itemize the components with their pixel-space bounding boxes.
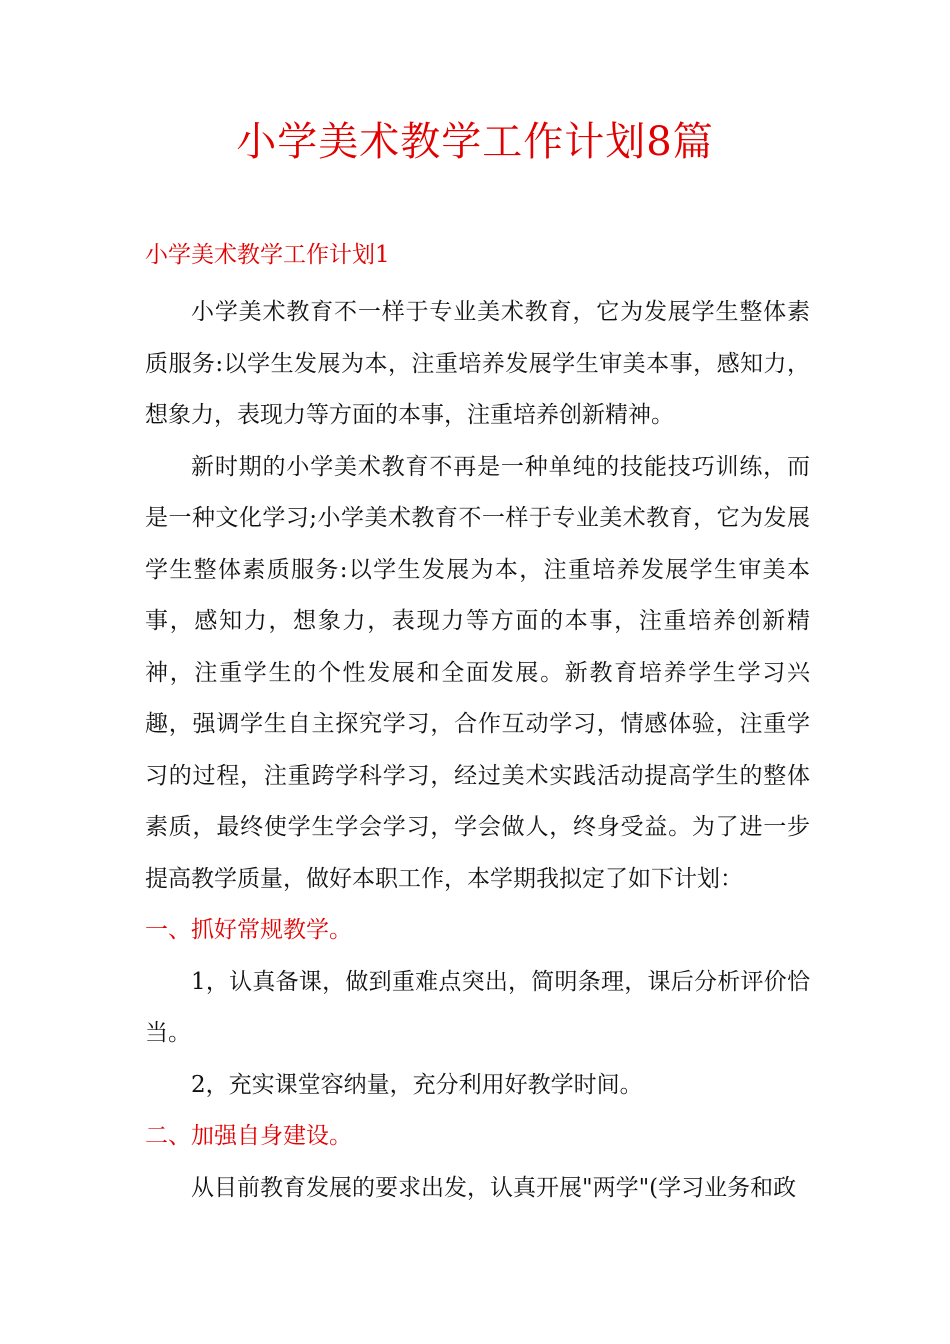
plan-1-heading: 小学美术教学工作计划1 bbox=[145, 242, 390, 268]
paragraph-self-building: 从目前教育发展的要求出发，认真开展"两学"(学习业务和政 bbox=[191, 1174, 797, 1201]
document-body bbox=[145, 237, 810, 1214]
section-heading-self-building: 二、加强自身建设。 bbox=[145, 1123, 352, 1149]
document-title: 小学美术教学工作计划8篇 bbox=[236, 119, 714, 165]
section-heading-routine-teaching: 一、抓好常规教学。 bbox=[145, 917, 352, 943]
paragraph-new-era: 新时期的小学美术教育不再是一种单纯的技能技巧训练，而是一种文化学习;小学美术教育不一样于专业美术教育，它为发展学生整体素质服务:以学生发展为本，注重培养发展学生审美本事，感知力，想象力，表现力等方面的本事，注重培养创新精神，注重学生的个性发展和全面发展。新教育培养学生学习兴趣，强调学生自主探究学习，合作互动学习，情感体验，注重学习的过程，注重跨学科学习，经过美术实践活动提高学生的整体素质，最终使学生学会学习，学会做人，终身受益。为了进一步提高教学质量，做好本职工作，本学期我拟定了如下计划： bbox=[145, 453, 810, 892]
paragraph-item-1: 1，认真备课，做到重难点突出，简明条理，课后分析评价恰当。 bbox=[145, 968, 810, 1046]
paragraph-intro: 小学美术教育不一样于专业美术教育，它为发展学生整体素质服务:以学生发展为本，注重培养发展学生审美本事，感知力，想象力，表现力等方面的本事，注重培养创新精神。 bbox=[145, 299, 810, 428]
paragraph-item-2: 2，充实课堂容纳量，充分利用好教学时间。 bbox=[191, 1071, 643, 1098]
